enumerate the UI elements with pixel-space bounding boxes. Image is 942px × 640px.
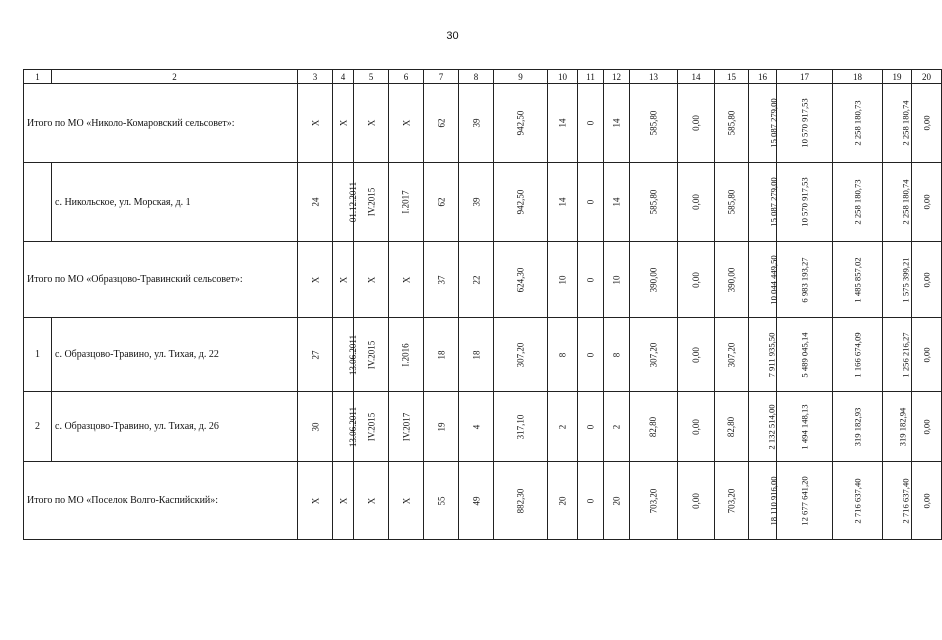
table-cell: [459, 392, 494, 462]
table-cell: [912, 84, 942, 163]
column-header: 11: [578, 70, 604, 84]
column-header: 1: [24, 70, 52, 84]
cell-text: 82,80: [648, 416, 659, 437]
table-cell: [833, 242, 883, 318]
table-cell: [578, 163, 604, 242]
table-cell: [630, 462, 678, 540]
column-header: 2: [52, 70, 298, 84]
table-cell: [883, 318, 912, 392]
column-header: 10: [548, 70, 578, 84]
table-cell: [459, 163, 494, 242]
table-cell: [298, 392, 333, 462]
table-cell: [749, 163, 777, 242]
column-header: 8: [459, 70, 494, 84]
table-cell: [298, 318, 333, 392]
column-header: 19: [883, 70, 912, 84]
cell-text: Х: [310, 276, 320, 283]
cell-text: 319 182,94: [897, 407, 908, 446]
summary-row: [24, 462, 942, 540]
column-header: 9: [494, 70, 548, 84]
table-cell: [333, 462, 354, 540]
table-cell: [604, 318, 630, 392]
table-cell: [298, 84, 333, 163]
table-cell: [333, 242, 354, 318]
cell-text: 0: [585, 424, 596, 429]
cell-text: 0: [585, 120, 596, 126]
cell-text: 10 570 917,53: [799, 98, 810, 148]
cell-text: 0: [585, 277, 596, 282]
table-cell: [777, 318, 833, 392]
table-cell: [630, 392, 678, 462]
table-cell: [459, 318, 494, 392]
table-cell: [578, 242, 604, 318]
table-cell: [389, 163, 424, 242]
summary-row: [24, 84, 942, 163]
cell-text: 20: [611, 496, 622, 505]
cell-text: 18 110 916,00: [768, 475, 779, 526]
cell-text: 307,20: [648, 342, 659, 367]
table-cell: [298, 163, 333, 242]
table-cell: [883, 462, 912, 540]
cell-text: 24: [310, 197, 320, 207]
address-label: с. Никольское, ул. Морская, д. 1: [52, 163, 298, 242]
table-cell: [630, 242, 678, 318]
summary-label: Итого по МО «Поселок Волго-Каспийский»:: [24, 462, 298, 540]
table-cell: [749, 462, 777, 540]
cell-text: 0,00: [921, 346, 932, 363]
cell-text: 1 485 857,02: [852, 256, 863, 303]
cell-text: 585,80: [726, 189, 737, 215]
table-cell: [604, 392, 630, 462]
cell-text: 15 087 279,00: [768, 98, 779, 148]
table-cell: [678, 318, 715, 392]
summary-label: Итого по МО «Образцово-Травинский сельсовет»:: [24, 242, 298, 318]
table-cell: [715, 392, 749, 462]
table-body: [24, 70, 942, 540]
table-cell: [604, 84, 630, 163]
cell-text: 0: [585, 498, 596, 503]
cell-text: 39: [471, 118, 481, 128]
table-cell: [678, 84, 715, 163]
table-cell: [883, 242, 912, 318]
table-cell: [333, 163, 359, 242]
column-header: 13: [630, 70, 678, 84]
table-cell: [494, 163, 548, 242]
cell-text: Х: [310, 119, 320, 127]
table-cell: [777, 392, 833, 462]
table-cell: [494, 318, 548, 392]
table-cell: [912, 462, 942, 540]
cell-text: 319 182,93: [852, 407, 863, 446]
cell-text: 2 258 180,73: [852, 179, 863, 225]
table-cell: [604, 163, 630, 242]
table-cell: [883, 392, 912, 462]
column-header: 20: [912, 70, 942, 84]
cell-text: 0,00: [921, 194, 932, 210]
table-cell: [333, 84, 354, 163]
table-cell: [883, 84, 912, 163]
table-cell: [389, 462, 424, 540]
table-cell: [630, 84, 678, 163]
table-cell: [833, 318, 883, 392]
cell-text: 0,00: [921, 492, 932, 509]
address-label: с. Образцово-Травино, ул. Тихая, д. 22: [52, 318, 298, 392]
cell-text: 39: [471, 197, 481, 207]
table-cell: [715, 318, 749, 392]
cell-text: Х: [401, 497, 411, 504]
cell-text: 1 575 399,21: [900, 256, 911, 303]
cell-text: 882,30: [515, 488, 526, 513]
cell-text: 01.12.2011: [348, 181, 359, 223]
cell-text: 1 494 148,13: [799, 403, 810, 450]
column-header: 12: [604, 70, 630, 84]
cell-text: IV.2015: [366, 412, 376, 441]
cell-text: 4: [471, 424, 481, 429]
cell-text: 942,50: [515, 189, 526, 215]
cell-text: IV.2015: [366, 340, 376, 369]
table-cell: [333, 318, 359, 392]
cell-text: 12 677 641,20: [799, 475, 810, 526]
table-cell: [715, 163, 749, 242]
table-cell: [883, 163, 912, 242]
cell-text: 10 570 917,53: [799, 177, 810, 227]
cell-text: I.2017: [401, 190, 411, 214]
column-header: 4: [333, 70, 354, 84]
table-cell: [604, 242, 630, 318]
table-cell: [777, 163, 833, 242]
table-cell: [459, 242, 494, 318]
table-cell: [578, 462, 604, 540]
table-cell: [459, 462, 494, 540]
cell-text: 2: [611, 424, 622, 429]
column-header: 18: [833, 70, 883, 84]
row-index: [24, 163, 52, 242]
cell-text: 14: [557, 197, 568, 207]
cell-text: 15 087 279,00: [768, 177, 779, 227]
table-cell: [548, 84, 578, 163]
cell-text: 13.06.2011: [348, 406, 359, 447]
cell-text: 0: [585, 352, 596, 357]
table-cell: [548, 242, 578, 318]
summary-label: Итого по МО «Николо-Комаровский сельсовет»:: [24, 84, 298, 163]
cell-text: Х: [338, 119, 348, 127]
table-cell: [715, 242, 749, 318]
cell-text: 6 983 193,27: [799, 256, 810, 303]
cell-text: 14: [557, 118, 568, 128]
cell-text: 703,20: [726, 488, 737, 513]
data-table-wrapper: [23, 69, 932, 540]
column-header: 6: [389, 70, 424, 84]
data-row: [24, 163, 942, 242]
cell-text: 2 716 637,40: [900, 477, 911, 524]
cell-text: 30: [310, 422, 320, 431]
table-cell: [548, 462, 578, 540]
cell-text: 317,10: [515, 414, 526, 439]
cell-text: 55: [436, 496, 446, 505]
cell-text: Х: [366, 119, 376, 127]
table-cell: [777, 242, 833, 318]
cell-text: 2 258 180,74: [900, 179, 911, 225]
table-cell: [333, 392, 359, 462]
table-cell: [912, 163, 942, 242]
cell-text: 10: [557, 275, 568, 284]
cell-text: 2: [557, 424, 568, 429]
cell-text: Х: [338, 276, 348, 283]
table-cell: [749, 392, 777, 462]
cell-text: 10 044 449,50: [768, 254, 779, 305]
cell-text: 307,20: [515, 342, 526, 367]
cell-text: 18: [436, 350, 446, 359]
cell-text: 624,30: [515, 267, 526, 292]
cell-text: 14: [611, 197, 622, 207]
table-cell: [833, 462, 883, 540]
table-cell: [298, 242, 333, 318]
cell-text: 585,80: [726, 110, 737, 136]
cell-text: Х: [401, 119, 411, 127]
row-index: 2: [24, 392, 52, 462]
cell-text: 0,00: [921, 115, 932, 131]
cell-text: 13.06.2011: [348, 334, 359, 375]
cell-text: 0: [585, 199, 596, 205]
table-cell: [715, 84, 749, 163]
table-cell: [777, 84, 833, 163]
table-cell: [494, 462, 548, 540]
table-cell: [630, 318, 678, 392]
cell-text: 8: [557, 352, 568, 357]
table-cell: [354, 242, 389, 318]
table-cell: [578, 392, 604, 462]
summary-row: [24, 242, 942, 318]
cell-text: 1 166 674,09: [852, 331, 863, 378]
column-header: 15: [715, 70, 749, 84]
data-row: [24, 392, 942, 462]
cell-text: 62: [436, 197, 446, 207]
cell-text: 49: [471, 496, 481, 505]
column-header: 3: [298, 70, 333, 84]
table-cell: [548, 318, 578, 392]
cell-text: IV.2015: [366, 187, 376, 217]
table-cell: [424, 84, 459, 163]
table-cell: [298, 462, 333, 540]
column-header: 7: [424, 70, 459, 84]
column-header: 16: [749, 70, 777, 84]
column-header: 14: [678, 70, 715, 84]
column-header: 5: [354, 70, 389, 84]
table-cell: [389, 318, 424, 392]
cell-text: Х: [338, 497, 348, 504]
cell-text: 2 258 180,74: [900, 100, 911, 146]
cell-text: 62: [436, 118, 446, 128]
table-cell: [604, 462, 630, 540]
table-cell: [459, 84, 494, 163]
cell-text: 307,20: [726, 342, 737, 367]
page-number: 30: [446, 30, 459, 42]
cell-text: 942,50: [515, 110, 526, 136]
cell-text: 22: [471, 275, 481, 284]
cell-text: 390,00: [726, 267, 737, 292]
table-cell: [749, 84, 777, 163]
cell-text: 14: [611, 118, 622, 128]
table-cell: [548, 392, 578, 462]
cell-text: 1 256 216,27: [900, 331, 911, 378]
table-cell: [833, 84, 883, 163]
cell-text: 2 132 514,00: [766, 403, 777, 450]
cell-text: 0,00: [691, 492, 701, 509]
column-header: 17: [777, 70, 833, 84]
table-cell: [912, 392, 942, 462]
cell-text: 0,00: [691, 194, 701, 210]
table-cell: [833, 163, 883, 242]
cell-text: 37: [436, 275, 446, 284]
table-cell: [354, 318, 389, 392]
cell-text: Х: [366, 276, 376, 283]
table-cell: [678, 163, 715, 242]
table-cell: [424, 392, 459, 462]
cell-text: IV.2017: [401, 412, 411, 441]
table-cell: [912, 318, 942, 392]
table-cell: [578, 84, 604, 163]
cell-text: 585,80: [648, 110, 659, 136]
data-table: [23, 69, 942, 540]
data-row: [24, 318, 942, 392]
cell-text: 10: [611, 275, 622, 284]
table-cell: [389, 392, 424, 462]
table-cell: [678, 462, 715, 540]
table-cell: [749, 318, 777, 392]
cell-text: 0,00: [691, 418, 701, 435]
table-cell: [494, 84, 548, 163]
table-cell: [833, 392, 883, 462]
cell-text: I.2016: [401, 342, 411, 367]
table-cell: [354, 163, 389, 242]
cell-text: 27: [310, 350, 320, 359]
table-cell: [354, 392, 389, 462]
table-cell: [548, 163, 578, 242]
cell-text: 0,00: [691, 271, 701, 288]
cell-text: 0,00: [921, 418, 932, 435]
cell-text: Х: [310, 497, 320, 504]
cell-text: Х: [366, 497, 376, 504]
table-cell: [354, 462, 389, 540]
cell-text: 18: [471, 350, 481, 359]
cell-text: 2 258 180,73: [852, 100, 863, 146]
table-cell: [630, 163, 678, 242]
cell-text: 5 489 045,14: [799, 331, 810, 378]
cell-text: 20: [557, 496, 568, 505]
table-cell: [424, 163, 459, 242]
table-cell: [578, 318, 604, 392]
cell-text: 2 716 637,40: [852, 477, 863, 524]
table-cell: [715, 462, 749, 540]
cell-text: 0,00: [691, 115, 701, 131]
cell-text: 0,00: [691, 346, 701, 363]
table-cell: [389, 242, 424, 318]
table-cell: [912, 242, 942, 318]
cell-text: 0,00: [921, 271, 932, 288]
cell-text: 703,20: [648, 488, 659, 513]
table-cell: [389, 84, 424, 163]
address-label: с. Образцово-Травино, ул. Тихая, д. 26: [52, 392, 298, 462]
header-row: [24, 70, 942, 84]
table-cell: [354, 84, 389, 163]
table-cell: [777, 462, 833, 540]
cell-text: 390,00: [648, 267, 659, 292]
table-cell: [424, 242, 459, 318]
cell-text: 19: [436, 422, 446, 431]
table-cell: [678, 392, 715, 462]
cell-text: 82,80: [726, 416, 737, 437]
table-cell: [424, 318, 459, 392]
table-cell: [749, 242, 777, 318]
table-cell: [678, 242, 715, 318]
cell-text: 7 911 935,50: [766, 332, 777, 377]
table-cell: [494, 242, 548, 318]
table-cell: [494, 392, 548, 462]
table-cell: [424, 462, 459, 540]
cell-text: Х: [401, 276, 411, 283]
cell-text: 585,80: [648, 189, 659, 215]
row-index: 1: [24, 318, 52, 392]
cell-text: 8: [611, 352, 622, 357]
